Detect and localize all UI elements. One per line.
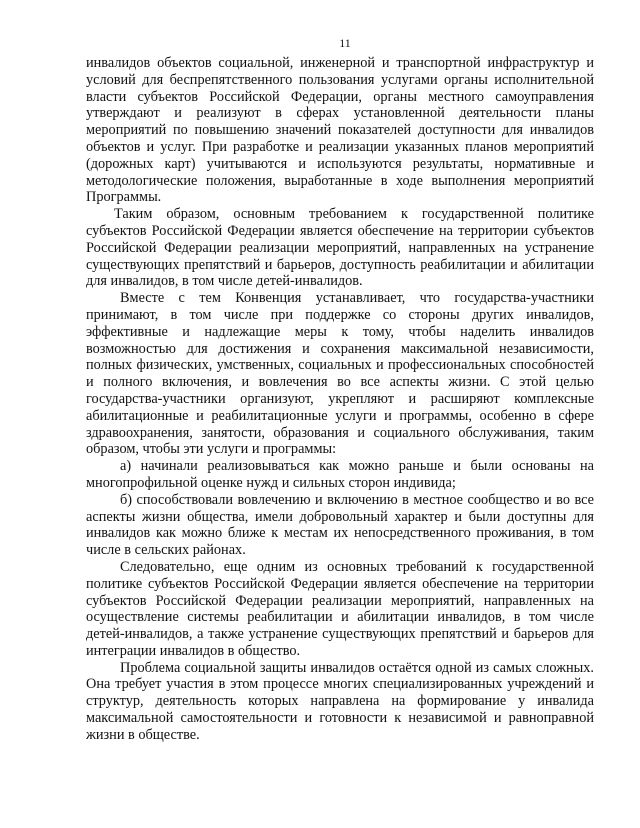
page-number: 11 — [339, 36, 351, 50]
paragraph-state-policy: Таким образом, основным требованием к государственной политике субъектов Российской Федерации является обеспечение на территории субъектов Российской Федерации реализации мероприятий, направленных на устранение существующих препятствий и барьеров, доступность реабилитации и абилитации для инвалидов, в том числе детей-инвалидов. — [86, 206, 594, 290]
paragraph-continuation: инвалидов объектов социальной, инженерной и транспортной инфраструктур и условий для беспрепятственного пользования услугами органы исполнительной власти субъектов Российской Федерации, органы местного самоуправления утверждают и реализуют в сферах установленной деятельности планы мероприятий по повышению значений показателей доступности для инвалидов объектов и услуг. При разработке и реализации указанных планов мероприятий (дорожных карт) учитываются и используются результаты, нормативные и методологические положения, выработанные в ходе выполнения мероприятий Программы. — [86, 55, 594, 206]
list-item-b: б) способствовали вовлечению и включению в местное сообщество и во все аспекты жизни общества, имели добровольный характер и были доступны для инвалидов как можно ближе к местам их непосредственного проживания, в том числе в сельских районах. — [86, 491, 594, 559]
paragraph-social-protection: Проблема социальной защиты инвалидов остаётся одной из самых сложных. Она требует участия в этом процессе многих специализированных учреждений и структур, деятельность которых направлена на формирование у инвалида максимальной самостоятельности и готовности к независимой и равноправной жизни в обществе. — [86, 659, 594, 743]
paragraph-consequently: Следовательно, еще одним из основных требований к государственной политике субъектов Российской Федерации является обеспечение на территории субъектов Российской Федерации реализации мероприятий, направленных на осуществление системы реабилитации и абилитации инвалидов, в том числе детей-инвалидов, а также устранение существующих препятствий и барьеров для интеграции инвалидов в общество. — [86, 558, 594, 659]
list-item-a: а) начинали реализовываться как можно раньше и были основаны на многопрофильной оценке нужд и сильных сторон индивида; — [86, 458, 594, 491]
paragraph-convention: Вместе с тем Конвенция устанавливает, что государства-участники принимают, в том числе при поддержке со стороны других инвалидов, эффективные и надлежащие меры к тому, чтобы наделить инвалидов возможностью для достижения и сохранения максимальной независимости, полных физических, умственных, социальных и профессиональных способностей и полного включения, и вовлечения во все аспекты жизни. С этой целью государства-участники организуют, укрепляют и расширяют комплексные абилитационные и реабилитационные услуги и программы, особенно в сфере здравоохранения, занятости, образования и социального обслуживания, таким образом, чтобы эти услуги и программы: — [86, 290, 594, 458]
